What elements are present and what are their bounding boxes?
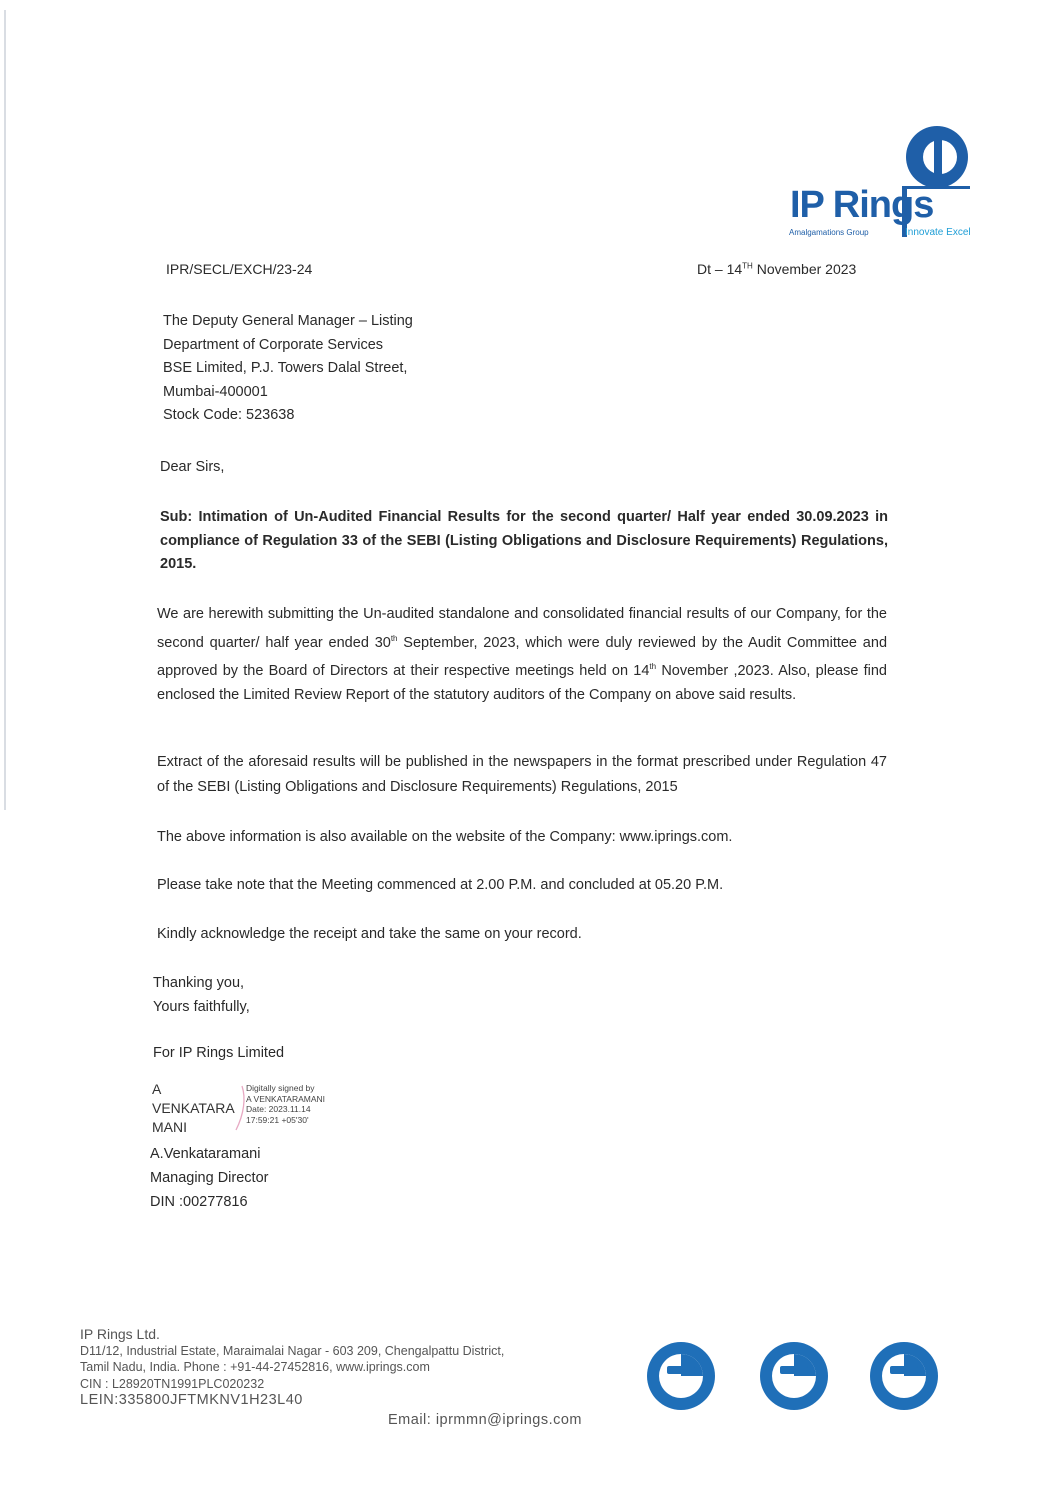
logo-wordmark: IP Rings <box>790 184 934 226</box>
footer-address-contact: Tamil Nadu, India. Phone : +91-44-27452816, www.iprings.com <box>80 1360 430 1374</box>
footer-email: Email: iprmmn@iprings.com <box>388 1412 583 1428</box>
signer-name: A.Venkataramani <box>150 1146 261 1162</box>
body-paragraph-acknowledge: Kindly acknowledge the receipt and take the same on your record. <box>157 926 582 942</box>
company-logo <box>785 122 975 240</box>
footer-cin: CIN : L28920TN1991PLC020232 <box>80 1376 265 1391</box>
subject-line: Sub: Intimation of Un-Audited Financial Results for the second quarter/ Half year ended 30.09.2023 in compliance of Regulation 33 of the SEBI (Listing Obligations and Disclosure Requirements) Regulations, 2015. <box>160 509 888 572</box>
addressee-line: BSE Limited, P.J. Towers Dalal Street, <box>163 360 408 376</box>
addressee-line: Department of Corporate Services <box>163 336 384 353</box>
letterhead-footer <box>80 1326 583 1428</box>
footer-address: D11/12, Industrial Estate, Maraimalai Nagar - 603 209, Chengalpattu District, <box>80 1343 505 1358</box>
addressee-line: The Deputy General Manager – Listing <box>163 313 413 329</box>
addressee-line: Stock Code: 523638 <box>163 407 295 423</box>
for-company-line: For IP Rings Limited <box>153 1045 285 1061</box>
closing-line: Thanking you, <box>153 975 245 991</box>
page-edge-line <box>4 10 6 810</box>
logo-group-text: Amalgamations Group <box>789 228 869 237</box>
signer-block <box>150 1142 268 1214</box>
footer-company: IP Rings Ltd. <box>80 1326 160 1342</box>
tuv-iso-9001-certification-icon <box>645 1340 717 1412</box>
tuv-iso-14001-certification-icon <box>758 1340 830 1412</box>
digital-signature-name: A VENKATARA MANI <box>152 1081 235 1135</box>
logo-tagline: Innovate Excel <box>905 227 971 238</box>
body-paragraph-meeting-time: Please take note that the Meeting commenced at 2.00 P.M. and concluded at 05.20 P.M. <box>157 877 724 893</box>
letter-date: Dt – 14TH November 2023 <box>697 261 857 277</box>
addressee-line: Mumbai-400001 <box>163 383 268 400</box>
salutation: Dear Sirs, <box>160 459 225 475</box>
digital-signature-details: Digitally signed by A VENKATARAMANI Date: 2023.11.14 17:59:21 +05'30' <box>246 1083 326 1125</box>
letter-reference: IPR/SECL/EXCH/23-24 <box>166 261 313 277</box>
tuv-ohsas-18001-certification-icon <box>868 1340 940 1412</box>
body-paragraph-website: The above information is also available on the website of the Company: www.iprings.com. <box>157 829 733 845</box>
footer-lei: LEIN:335800JFTMKNV1H23L40 <box>80 1392 303 1408</box>
signer-din: DIN :00277816 <box>150 1194 248 1210</box>
closing-line: Yours faithfully, <box>153 999 250 1015</box>
body-paragraph-results: We are herewith submitting the Un-audited standalone and consolidated financial results of our Company, for the second quarter/ half year ended 30th September, 2023, which were duly reviewed by the Audit Committee and approved by the Board of Directors at their respective meetings held on 14th November ,2023. Also, please find enclosed the Limited Review Report of the statutory auditors of the Company on above said results. <box>157 606 888 704</box>
closing-block <box>153 971 250 1019</box>
signer-title: Managing Director <box>150 1170 269 1186</box>
addressee-block <box>163 310 413 428</box>
body-paragraph-extract: Extract of the aforesaid results will be published in the newspapers in the format prescribed under Regulation 47 of the SEBI (Listing Obligations and Disclosure Requirements) Regulations, 2015 <box>157 754 887 795</box>
